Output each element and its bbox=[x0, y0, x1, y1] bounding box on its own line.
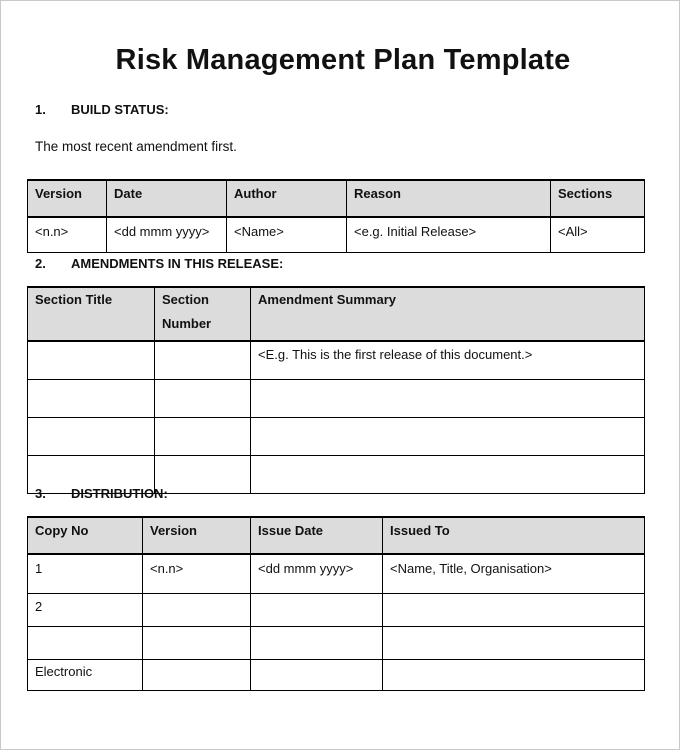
table-cell[interactable] bbox=[28, 418, 155, 456]
table-cell[interactable] bbox=[383, 627, 645, 660]
table-cell[interactable] bbox=[383, 660, 645, 691]
table-cell[interactable]: <E.g. This is the first release of this document.> bbox=[251, 341, 645, 380]
section-number: 2. bbox=[35, 256, 46, 271]
table-row bbox=[28, 380, 645, 418]
column-header-author: Author bbox=[227, 180, 347, 217]
column-header-copy-no: Copy No bbox=[28, 517, 143, 554]
table-row bbox=[28, 554, 645, 594]
column-header-version: Version bbox=[143, 517, 251, 554]
column-header-issue-date: Issue Date bbox=[251, 517, 383, 554]
column-header-amendment-summary: Amendment Summary bbox=[251, 287, 645, 341]
column-header-date: Date bbox=[107, 180, 227, 217]
table-row bbox=[28, 627, 645, 660]
table-cell[interactable] bbox=[155, 380, 251, 418]
table-cell[interactable] bbox=[143, 594, 251, 627]
section-heading-distribution bbox=[35, 486, 168, 501]
column-header-version: Version bbox=[28, 180, 107, 217]
table-cell[interactable] bbox=[251, 660, 383, 691]
table-cell[interactable] bbox=[251, 594, 383, 627]
table-cell[interactable] bbox=[155, 341, 251, 380]
column-header-section-number bbox=[155, 287, 251, 341]
table-cell[interactable]: <e.g. Initial Release> bbox=[347, 217, 551, 253]
table-cell[interactable] bbox=[251, 627, 383, 660]
table-cell[interactable]: 2 bbox=[28, 594, 143, 627]
table-row bbox=[28, 660, 645, 691]
table-row bbox=[28, 341, 645, 380]
table-cell[interactable]: <n.n> bbox=[28, 217, 107, 253]
table-cell[interactable] bbox=[155, 456, 251, 494]
table-header-row bbox=[28, 517, 645, 554]
build-status-intro: The most recent amendment first. bbox=[35, 139, 237, 154]
section-heading-amendments bbox=[35, 256, 283, 271]
header-line: Section bbox=[162, 292, 209, 307]
table-cell[interactable]: 1 bbox=[28, 554, 143, 594]
table-cell[interactable] bbox=[28, 627, 143, 660]
amendments-table bbox=[27, 286, 645, 494]
column-header-section-title: Section Title bbox=[28, 287, 155, 341]
distribution-table bbox=[27, 516, 645, 691]
section-heading-build-status bbox=[35, 102, 169, 117]
table-cell[interactable] bbox=[143, 627, 251, 660]
table-cell[interactable] bbox=[28, 341, 155, 380]
table-cell[interactable] bbox=[155, 418, 251, 456]
table-cell[interactable] bbox=[383, 594, 645, 627]
table-cell[interactable]: <dd mmm yyyy> bbox=[107, 217, 227, 253]
table-row bbox=[28, 594, 645, 627]
table-cell[interactable]: <n.n> bbox=[143, 554, 251, 594]
column-header-sections: Sections bbox=[551, 180, 645, 217]
table-cell[interactable] bbox=[251, 380, 645, 418]
table-header-row bbox=[28, 287, 645, 341]
table-row bbox=[28, 418, 645, 456]
table-cell[interactable]: <Name> bbox=[227, 217, 347, 253]
table-cell[interactable]: <All> bbox=[551, 217, 645, 253]
section-heading-text: DISTRIBUTION: bbox=[71, 486, 168, 501]
table-cell[interactable] bbox=[251, 418, 645, 456]
table-row bbox=[28, 217, 645, 253]
column-header-issued-to: Issued To bbox=[383, 517, 645, 554]
table-cell[interactable] bbox=[28, 380, 155, 418]
table-cell[interactable]: Electronic bbox=[28, 660, 143, 691]
table-header-row bbox=[28, 180, 645, 217]
section-number: 1. bbox=[35, 102, 46, 117]
build-status-table bbox=[27, 179, 645, 253]
table-cell[interactable]: <dd mmm yyyy> bbox=[251, 554, 383, 594]
table-cell[interactable]: <Name, Title, Organisation> bbox=[383, 554, 645, 594]
section-heading-text: BUILD STATUS: bbox=[71, 102, 169, 117]
table-cell[interactable] bbox=[143, 660, 251, 691]
column-header-reason: Reason bbox=[347, 180, 551, 217]
section-number: 3. bbox=[35, 486, 46, 501]
section-heading-text: AMENDMENTS IN THIS RELEASE: bbox=[71, 256, 284, 271]
document-title: Risk Management Plan Template bbox=[115, 44, 571, 76]
header-line: Number bbox=[162, 316, 212, 331]
table-cell[interactable] bbox=[251, 456, 645, 494]
